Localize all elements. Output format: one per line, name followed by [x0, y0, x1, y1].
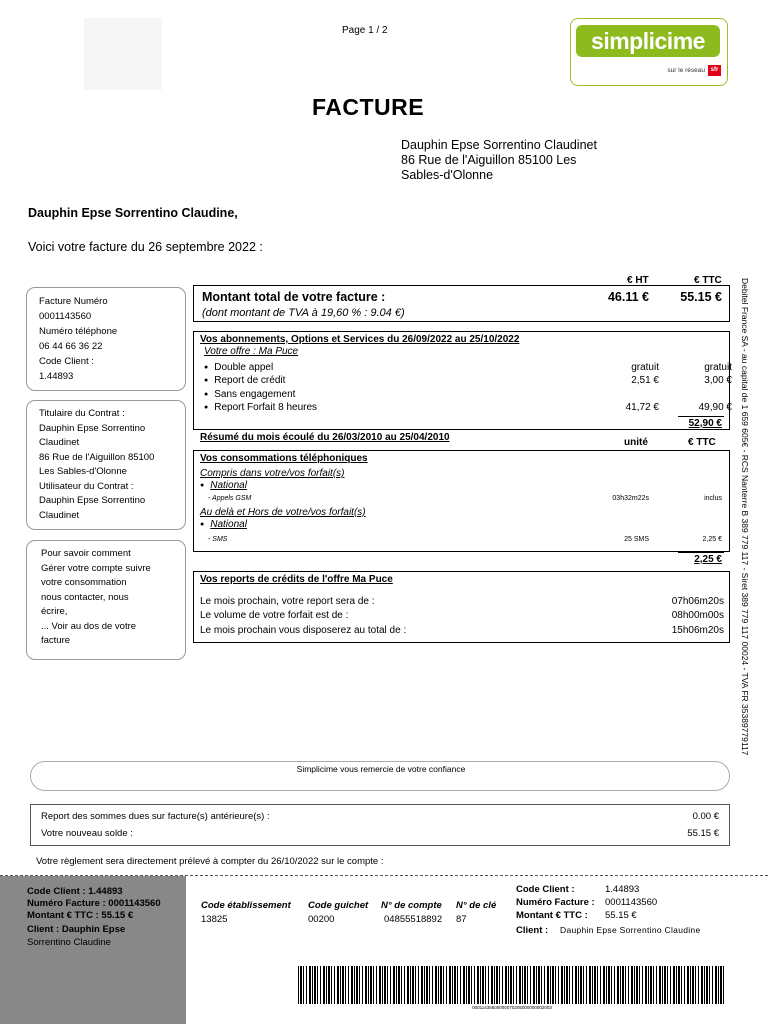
balance-value: 55.15 € [687, 828, 719, 839]
payment-stub: Code Client : 1.44893 Numéro Facture : 0001143560 Montant € TTC : 55.15 € Client : Dauphin Epse Sorrentino Claudine [0, 876, 186, 1024]
page-number: Page 1 / 2 [342, 25, 388, 36]
total-ttc-value: 55.15 € [680, 290, 722, 304]
divider [678, 552, 724, 553]
subscription-item: ● Report de crédit 2,51 € 3,00 € [204, 375, 724, 386]
intro-text: Voici votre facture du 26 septembre 2022 : [28, 240, 263, 254]
invoice-info-box: Facture Numéro 0001143560 Numéro téléphone 06 44 66 36 22 Code Client : 1.44893 [26, 287, 186, 391]
bank-value: 04855518892 [384, 914, 443, 925]
credit-reports-title: Vos reports de crédits de l'offre Ma Puce [200, 574, 393, 585]
report-row-value: 08h00m00s [671, 610, 724, 621]
subscriptions-subtotal: 52,90 € [688, 418, 722, 429]
bank-header: Code guichet [308, 900, 369, 911]
bank-value: 13825 [201, 914, 228, 925]
payment-note: Votre règlement sera directement prélevé à compter du 26/10/2022 sur le compte : [36, 856, 384, 867]
report-row-value: 07h06m20s [671, 596, 724, 607]
tva-note: (dont montant de TVA à 19,60 % : 9.04 €) [202, 307, 405, 319]
subscriptions-title: Vos abonnements, Options et Services du 26/09/2022 au 25/10/2022 [200, 334, 520, 345]
balance-label: Votre nouveau solde : [41, 828, 133, 839]
bank-header: N° de clé [456, 900, 497, 911]
consumption-subtotal: 2,25 € [694, 554, 722, 565]
subscription-item: ● Sans engagement [204, 389, 724, 400]
header-ht: € HT [627, 275, 649, 286]
bank-header: N° de compte [381, 900, 442, 911]
bank-header: Code établissement [201, 900, 291, 911]
sfr-logo-icon: sfr [708, 65, 721, 76]
recipient-address: Dauphin Epse Sorrentino Claudinet 86 Rue de l'Aiguillon 85100 Les Sables-d'Olonne [401, 138, 597, 182]
ttc-header: € TTC [688, 437, 716, 448]
included-unit: 03h32m22s [612, 495, 649, 502]
included-item: - Appels GSM [208, 495, 252, 502]
extra-title: Au delà et Hors de votre/vos forfait(s) [200, 507, 366, 518]
logo-text: simplicime [576, 25, 720, 57]
extra-scope: ● National [200, 519, 247, 530]
thanks-message: Simplicime vous remercie de votre confiance [296, 764, 466, 774]
offer-label: Votre offre : Ma Puce [204, 346, 299, 357]
consumption-box [193, 450, 730, 552]
subscriptions-box [193, 331, 730, 430]
report-row-label: Le mois prochain vous disposerez au total de : [200, 625, 407, 636]
extra-ttc: 2,25 € [702, 536, 722, 543]
client-block: Code Client : 1.44893 Numéro Facture : 0001143560 Montant € TTC : 55.15 € Client : Dauphin Epse Sorrentino Claudine [516, 884, 701, 936]
bank-value: 87 [456, 914, 467, 925]
legal-mention: Debitel France SA - au capital de 1 659 605€ - RCS Nanterre B 389 779 117 - Siret 389 779 117 00024 - TVA FR 35389779117 [740, 278, 750, 756]
extra-unit: 25 SMS [624, 536, 649, 543]
header-ttc: € TTC [694, 275, 722, 286]
barcode-number: 00011435600000070205000000002003 [472, 1005, 552, 1010]
contract-holder-box: Titulaire du Contrat : Dauphin Epse Sorrentino Claudinet 86 Rue de l'Aiguillon 85100 Les Sables-d'Olonne Utilisateur du Contrat : Dauphin Epse Sorrentino Claudinet [26, 400, 186, 530]
report-row-label: Le mois prochain, votre report sera de : [200, 596, 375, 607]
barcode [298, 966, 726, 1004]
document-title: FACTURE [312, 94, 425, 120]
total-ht-value: 46.11 € [607, 290, 649, 304]
balance-box [30, 804, 730, 846]
credit-reports-box [193, 571, 730, 643]
subscription-item: ● Report Forfait 8 heures 41,72 € 49,90 € [204, 402, 724, 413]
unit-header: unité [624, 437, 648, 448]
balance-label: Report des sommes dues sur facture(s) antérieure(s) : [41, 811, 270, 822]
included-title: Compris dans votre/vos forfait(s) [200, 468, 345, 479]
help-box: Pour savoir comment Gérer votre compte suivre votre consommation nous contacter, nous écrire, ... Voir au dos de votre facture [26, 540, 186, 660]
report-row-value: 15h06m20s [671, 625, 724, 636]
greeting: Dauphin Epse Sorrentino Claudine, [28, 206, 238, 220]
simplicime-logo [570, 18, 728, 86]
subscription-item: ● Double appel gratuit gratuit [204, 362, 724, 373]
included-ttc: inclus [704, 495, 722, 502]
report-row-label: Le volume de votre forfait est de : [200, 610, 349, 621]
included-scope: ● National [200, 480, 247, 491]
logo-subtitle: sur le réseau [667, 67, 705, 74]
bank-value: 00200 [308, 914, 335, 925]
consumption-title: Vos consommations téléphoniques [200, 453, 368, 464]
thanks-box [30, 761, 730, 791]
summary-label: Résumé du mois écoulé du 26/03/2010 au 25/04/2010 [200, 432, 450, 443]
extra-item: - SMS [208, 536, 228, 543]
total-label: Montant total de votre facture : [202, 290, 386, 304]
total-box [193, 285, 730, 322]
balance-value: 0.00 € [692, 811, 719, 822]
placeholder-image [84, 18, 162, 90]
